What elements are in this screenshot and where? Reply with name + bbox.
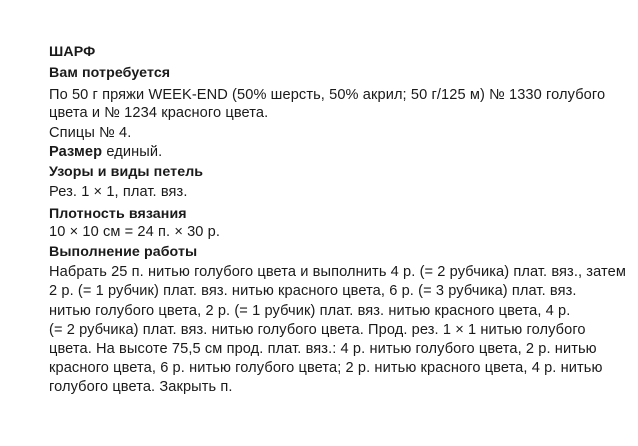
instructions-heading: Выполнение работы bbox=[49, 244, 198, 260]
gauge-heading: Плотность вязания bbox=[49, 206, 187, 222]
instructions-line-7: голубого цвета. Закрыть п. bbox=[49, 379, 233, 395]
gauge-text: 10 × 10 см = 24 п. × 30 р. bbox=[49, 224, 221, 240]
size-label: Размер bbox=[49, 144, 103, 160]
size-value: единый. bbox=[106, 144, 163, 160]
pattern-title: ШАРФ bbox=[49, 44, 96, 60]
instructions-line-5: цвета. На высоте 75,5 см прод. плат. вяз.: 4 р. нитью голубого цвета, 2 р. нитью bbox=[49, 341, 597, 357]
needles-text: Спицы № 4. bbox=[49, 125, 132, 141]
instructions-line-2: 2 р. (= 1 рубчик) плат. вяз. нитью красного цвета, 6 р. (= 3 рубчика) плат. вяз. bbox=[49, 283, 577, 299]
materials-line-2: цвета и № 1234 красного цвета. bbox=[49, 105, 269, 121]
instructions-line-3: нитью голубого цвета, 2 р. (= 1 рубчик) плат. вяз. нитью красного цвета, 4 р. bbox=[49, 303, 571, 319]
patterns-text: Рез. 1 × 1, плат. вяз. bbox=[49, 184, 188, 200]
patterns-heading: Узоры и виды петель bbox=[49, 164, 204, 180]
size-line bbox=[49, 143, 162, 161]
materials-line-1: По 50 г пряжи WEEK-END (50% шерсть, 50% акрил; 50 г/125 м) № 1330 голубого bbox=[49, 87, 606, 103]
instructions-line-6: красного цвета, 6 р. нитью голубого цвета; 2 р. нитью красного цвета, 4 р. нитью bbox=[49, 360, 603, 376]
materials-heading: Вам потребуется bbox=[49, 65, 171, 81]
instructions-line-1: Набрать 25 п. нитью голубого цвета и выполнить 4 р. (= 2 рубчика) плат. вяз., затем bbox=[49, 264, 626, 280]
instructions-line-4: (= 2 рубчика) плат. вяз. нитью голубого цвета. Прод. рез. 1 × 1 нитью голубого bbox=[49, 322, 586, 338]
